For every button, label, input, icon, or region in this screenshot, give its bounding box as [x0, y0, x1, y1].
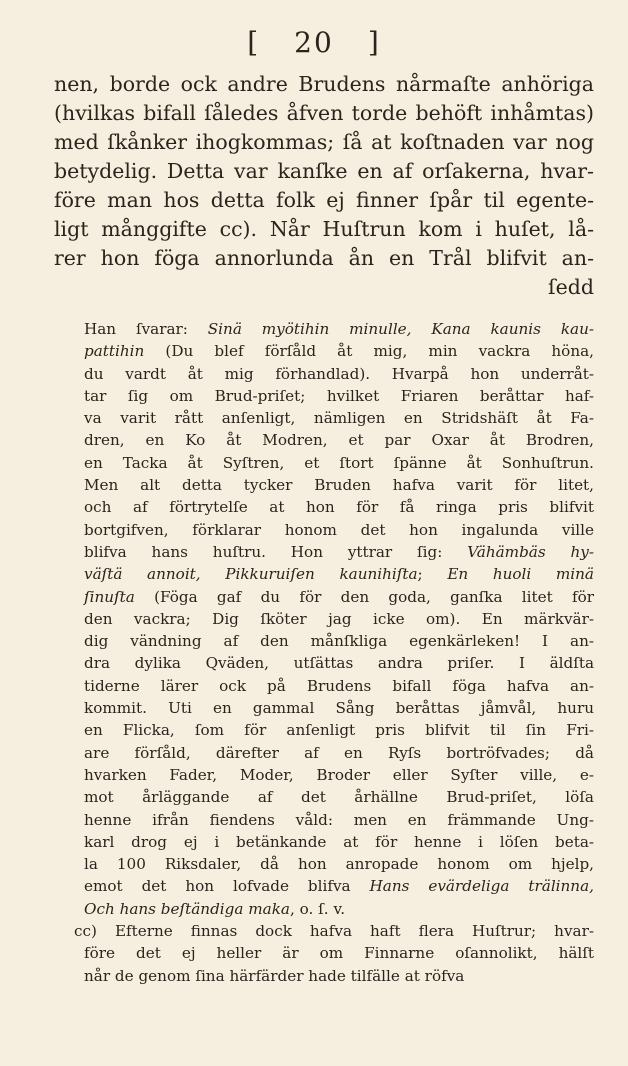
header-close-bracket: ]: [367, 26, 381, 59]
footnote-line: henne ifrån fiendens våld: men en främmande Ung-: [84, 810, 594, 829]
footnote-line: kommit. Uti en gammal Sång beråttas jåmvål, huru: [84, 699, 594, 718]
footnote-line: och af förtrytelſe at hon för få ringa pris blifvit: [84, 498, 594, 517]
footnote-line: pattihin (Du blef förſåld åt mig, min vackra höna,: [84, 342, 594, 361]
italic-quote: Sinä myötihin minulle, Kana kaunis kau-: [207, 320, 594, 338]
footnote-line: Men alt detta tycker Bruden hafva varit för litet,: [84, 476, 594, 495]
footnote-line: hvarken Fader, Moder, Broder eller Syſter ville, e-: [84, 765, 594, 784]
footnote-line: cc) Efterne finnas dock hafva haft flera Huſtrur; hvar-: [74, 922, 594, 941]
header-open-bracket: [: [247, 26, 261, 59]
italic-quote: Hans evärdeliga trälinna,: [369, 877, 594, 896]
footnote-line: emot det hon lofvade blifva Hans evärdeliga trälinna,: [84, 877, 594, 896]
footnote-text: [74, 318, 594, 987]
footnote-line: når de genom ſina härfärder hade tilfälle at röfva: [84, 966, 465, 985]
footnote-line: tar ſig om Brud-priſet; hvilket Friaren beråttar haf-: [84, 386, 594, 405]
page-number: 20: [294, 26, 334, 59]
main-line: (hvilkas bifall ſåledes åfven torde behöft inhåmtas): [54, 101, 594, 125]
footnote-line: väſtä annoit, Pikkuruiſen kaunihiſta; En huoli minä: [84, 565, 594, 584]
footnote-line: va varit rått anſenligt, nämligen en Stridshäſt åt Fa-: [84, 409, 594, 428]
italic-quote: Och hans beſtändiga maka: [84, 899, 290, 918]
footnote-line: den vackra; Dig ſköter jag icke om). En märkvär-: [84, 609, 594, 628]
footnote-line: före det ej heller är om Finnarne oſannolikt, hälſt: [84, 944, 594, 963]
footnote-line: blifva hans huſtru. Hon yttrar ſig: Vähämbäs hy-: [84, 542, 594, 561]
footnote-line: bortgifven, förklarar honom det hon ingalunda ville: [84, 520, 594, 539]
italic-quote: pattihin: [84, 342, 145, 361]
main-line: med ſkånker ihogkommas; ſå at koſtnaden var nog: [54, 130, 594, 154]
italic-quote: ſinuſta: [84, 587, 135, 606]
main-line: ſedd: [548, 275, 594, 299]
footnote-line: dra dylika Qväden, utſättas andra priſer. I äldſta: [84, 654, 594, 673]
footnote-line: dig vändning af den månſkliga egenkärleken! I an-: [84, 632, 594, 651]
footnote-line: du vardt åt mig förhandlad). Hvarpå hon underråt-: [84, 364, 594, 383]
footnote-line: dren, en Ko åt Modren, et par Oxar åt Brodren,: [84, 431, 594, 450]
italic-quote: En huoli minä: [447, 565, 594, 584]
footnote-line: en Flicka, ſom för anſenligt pris blifvit til ſin Fri-: [84, 721, 594, 740]
footnote-line: Och hans beſtändiga maka, o. ſ. v.: [84, 899, 346, 918]
footnote-line: karl drog ej i betänkande at för henne i löſen beta-: [84, 832, 594, 851]
main-line: före man hos detta folk ej finner ſpår til egente-: [54, 188, 594, 212]
footnote-line: tiderne lärer ock på Brudens bifall föga hafva an-: [84, 676, 594, 695]
main-line: ligt månggifte cc). Når Huſtrun kom i huſet, lå-: [54, 217, 594, 241]
italic-quote: väſtä annoit, Pikkuruiſen kaunihiſta: [84, 565, 418, 584]
italic-quote: Vähämbäs hy-: [467, 542, 594, 561]
footnote-line: mot årläggande af det århällne Brud-priſet, löſa: [84, 788, 594, 807]
footnote-line: ſinuſta (Föga gaf du för den goda, ganſka litet för: [84, 587, 594, 606]
footnote-line: la 100 Riksdaler, då hon anropade honom om hjelp,: [84, 855, 594, 874]
main-line: rer hon föga annorlunda ån en Trål blifvit an-: [54, 246, 594, 270]
main-text: [54, 70, 594, 302]
main-line: nen, borde ock andre Brudens nårmaſte anhöriga: [54, 72, 594, 96]
footnote-line: are förſåld, därefter af en Ryſs bortröfvades; då: [84, 743, 594, 762]
footnote-line: Han ſvarar: Sinä myötihin minulle, Kana kaunis kau-: [84, 320, 594, 338]
main-line: betydelig. Detta var kanſke en af orſakerna, hvar-: [54, 159, 594, 183]
footnote-line: en Tacka åt Syſtren, et ſtort ſpänne åt Sonhuſtrun.: [84, 453, 594, 472]
page-header: [0, 26, 628, 59]
